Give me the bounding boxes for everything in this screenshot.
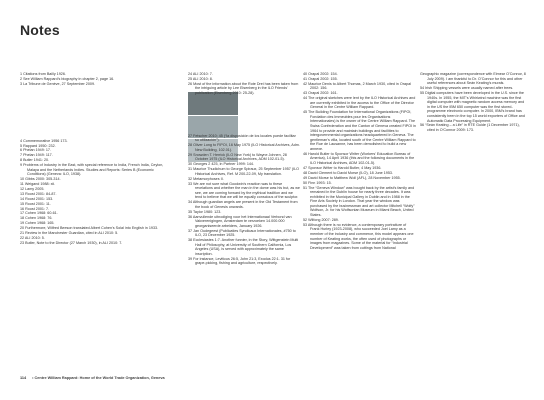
note-item: 21 Review in the Manchester Guardian, cited in ALI 2010: 5.: [20, 231, 119, 235]
note-item: 36 Aanvullende uitnodiging voor het Internationaal Verbond van Vakverenigingen, Amsterdam te verzoeken 14.000.000 georganiseerde arbeiders, January 1926.: [188, 214, 292, 228]
note-item: 1 Citations from Bailly 1926.: [20, 72, 66, 76]
notes-column-4: [420, 72, 528, 133]
note-item: 38 Ecclesiastes 1:7. Another funnier, in the Story, Wittgenstein Multi Hall of Philosophy, at University of Southern California, Los Angeles (USA), is served with approximately the same inscription.: [188, 238, 299, 256]
note-item: 14 Roost 2001: 153.: [20, 196, 54, 201]
note-item: 46 Harold Butler to Sponsor Writer (Workers’ Education Bureau of America), 14 April 1936 (this and the following documents in the ILO Historical Archives, ADM 102-01-5).: [303, 151, 415, 166]
note-item: 26 Most of the information about the Rote Drei has been taken from the intriguing article by Lee Eisenberg in the ILO Friends’ publication (Eisenberg 2010: 25-28).: [188, 81, 299, 95]
note-item: 24 ALI 2010: 7.: [188, 72, 213, 76]
note-item: 44 The original sketches were lent by the ILO Historical Archives and are currently exhibited in the access to the Office of the Director General in the Centre William Rappard.: [303, 96, 416, 110]
note-item: 30 Georges 2 425, in Partner 1999: 144.: [188, 162, 255, 167]
note-item: 40 Orapal 2002: 154.: [303, 72, 338, 76]
note-item: 33 We are not sure what Goodwin’s reaction was to these revelations and whether the man in the dome was his but, as we see, we are coming forward by the mythical tradition and we tend to believe that we will be equally conscious of the sculptor.: [188, 181, 300, 200]
note-item: 3 La Tribune de Genève, 27 September 2009.: [20, 81, 96, 86]
note-item: 52 Wilfong 2007: 289.: [303, 217, 339, 222]
note-item: 15 Roost 2001: 11.: [20, 201, 51, 206]
page-title: Notes: [20, 22, 60, 38]
note-item: 25 ALI 2010: 8.: [188, 76, 213, 81]
note-gap: [188, 96, 300, 134]
note-item: 35 Taylor 1980: 123.: [188, 209, 222, 214]
note-item: 56 “Seán Keating – a Life” in RTE Guide (1 December 1971), cited in O’Connor 2009: 173.: [420, 123, 520, 133]
notes-column-1: [20, 72, 173, 246]
note-item: 7 Phelan 1949: 117.: [20, 153, 53, 158]
note-item: 55 Digital computers have been developed in the U.S. since the 1940s. In 1955, the MIT’s Whirlwind machine was the first digital computer with magnetic random access memory and in the US the IBM 650 computer was the first stored-programme electronic computer. In 2000, IBM’s brand has consistently been in the top 15 world exporters of Office and Automatic Data Processing Equipment.: [420, 90, 525, 123]
note-item: 9 Problems of Industry in the East, with special reference to India, French India, Ceylon, Malaya and the Netherlands Indies. Studies and Reports: Series B (Economic Conditions) (Geneva: ILO, 1938).: [20, 163, 164, 177]
note-item: 37 Jan Oudegeest (Publicaties Syndicaux Internationales, #750 to ILO, 23 December 1925.: [188, 228, 296, 238]
note-item: 20 Furthermore, Wilfred Beeson translated Albert Cohen’s Solal into English in 1933.: [20, 226, 159, 231]
note-item: 54 Irish Shipping vessels were usually named after trees.: [420, 86, 514, 91]
note-item: 18 Cohen 1968: 76.: [20, 216, 53, 221]
note-item: 8 Butler 1941: 20.: [20, 158, 50, 163]
note-item: 34 Although guardian angels are present in the Old Testament from the book of Genesis onwards.: [188, 200, 298, 209]
note-item: 53 Although there is no evidence, a contemporary portraiture of Frank Hurley (1923-2008), who succeeded Joel Lamy as a member of the industry and commerce, this model appears one number of Keating works, the often used of photographs or images from magazines. Some of the material for “Industrial Development” was taken from cuttings from National: [303, 222, 414, 250]
note-item: 29 Snowden T. Herrick (ILO New York) to Wayne Johnen, 28 October 1975 (ILO Historical Archives, ADM 102-01-5).: [188, 152, 287, 162]
note-item: 42 Maurice Denis to Albert Thomas, 2 March 1930, cited in Orapal 2002: 156.: [303, 81, 411, 91]
note-item: 10 Gibbs 2000: 305-314.: [20, 177, 61, 182]
note-item: Geographic magazine (correspondence with Eimear O’Connor, 8 July 2009). I am thankful to Dr. O’Connor for this and other useful references about Seán Keating’s murals.: [420, 72, 526, 86]
note-item: 12 Lamy 2005.: [20, 186, 45, 191]
note-item: 51 The “Geneva Window” was bought back by the artist’s family and remained in the Dublin house for nearly three decades. It was exhibited in the Municipal Gallery in Dublin and in 1988 in the Fine Arts Society in London. That year the window was purchased by the businessman and art collector Mitchell “Wolfy” Wolfson, Jr. for his Wolfsonian Museum in Miami Beach, United States.: [303, 185, 415, 218]
note-item: 28 Oliver Long to FIPOI, 16 May 1975 (ILO Historical Archives, Adm. New Building, 102.01).: [188, 143, 300, 152]
note-item: 22 ALI 2010: 5.: [20, 235, 45, 240]
note-item: 27 Fetscher 2010: 45 (“la disposición de los locales puede facilitar su utilización”).: [188, 133, 296, 143]
note-gap: [20, 87, 173, 139]
note-item: 43 Orapal 2002: 161.: [303, 91, 338, 96]
note-item: 31 Maurice Thudichum to George Spiraux, 25 September 1957 (ILO Historical Archives, Ref. M 200-22-09, My translation.: [188, 167, 300, 176]
footer-text: • Centre William Rappard: Home of the World Trade Organization, Geneva: [32, 376, 165, 380]
note-item: 2 See William Rappard’s biography in chapter 2, page 16.: [20, 76, 115, 81]
page-number: 114: [20, 376, 27, 380]
note-item: 11 Weigand 1988: xii.: [20, 182, 56, 187]
note-item: 6 Phelan 1949: 17.: [20, 148, 51, 153]
note-item: 48 David Clement to David Morse (ILO), 18 June 1953.: [303, 170, 393, 175]
page-footer: [20, 376, 165, 380]
note-item: 19 Cohen 1968: 165.: [20, 221, 55, 226]
note-item: 16 Roost 2001: 7.: [20, 206, 50, 211]
note-item: 49 David Morse to Matthew Woll (AFL), 28 November 1955.: [303, 175, 401, 180]
note-item: 45 The Building Foundation for International Organizations (FIPOI, Fondation des Immeubles pour les Organisations Internationales) is the owner of the Centre William Rappard. The Swiss Confederation and the Canton of Geneva created FIPOI in 1964 to provide and maintain buildings and facilities to intergovernmental organizations headquartered in Geneva. The gentleman’s villa, located south of the Centre William Rappard to the Rue de Lausanne, has been demolished to build a new annexe.: [303, 110, 416, 151]
note-item: 32 Metamorphoses II.: [188, 176, 224, 181]
note-item: 17 Cohen 1968: 60-61.: [20, 211, 58, 216]
note-item: 23 Butler, Note to the Director (27 March 1930), in ALI 2010: 7.: [20, 240, 123, 245]
note-item: 41 Orapal 2002: 155.: [303, 76, 338, 81]
note-item: 4 Commemorative 1956 173.: [20, 138, 68, 143]
notes-column-2: [188, 72, 300, 266]
note-item: 39 For instance, Leviticus 26:5, John 21:3, Exodus 22:1. 31 for grape-picking, fishing and agriculture, respectively.: [188, 256, 291, 266]
note-item: 47 Sponsor Writer to Harold Butler, 4 May 1936.: [303, 165, 382, 170]
note-item: 50 Finn 1993: 15.: [303, 180, 332, 185]
notes-column-3: [303, 72, 416, 251]
note-item: 13 Roost 2001: 84-87.: [20, 191, 57, 196]
note-item: 5 Rappard 1950: 232.: [20, 143, 56, 148]
